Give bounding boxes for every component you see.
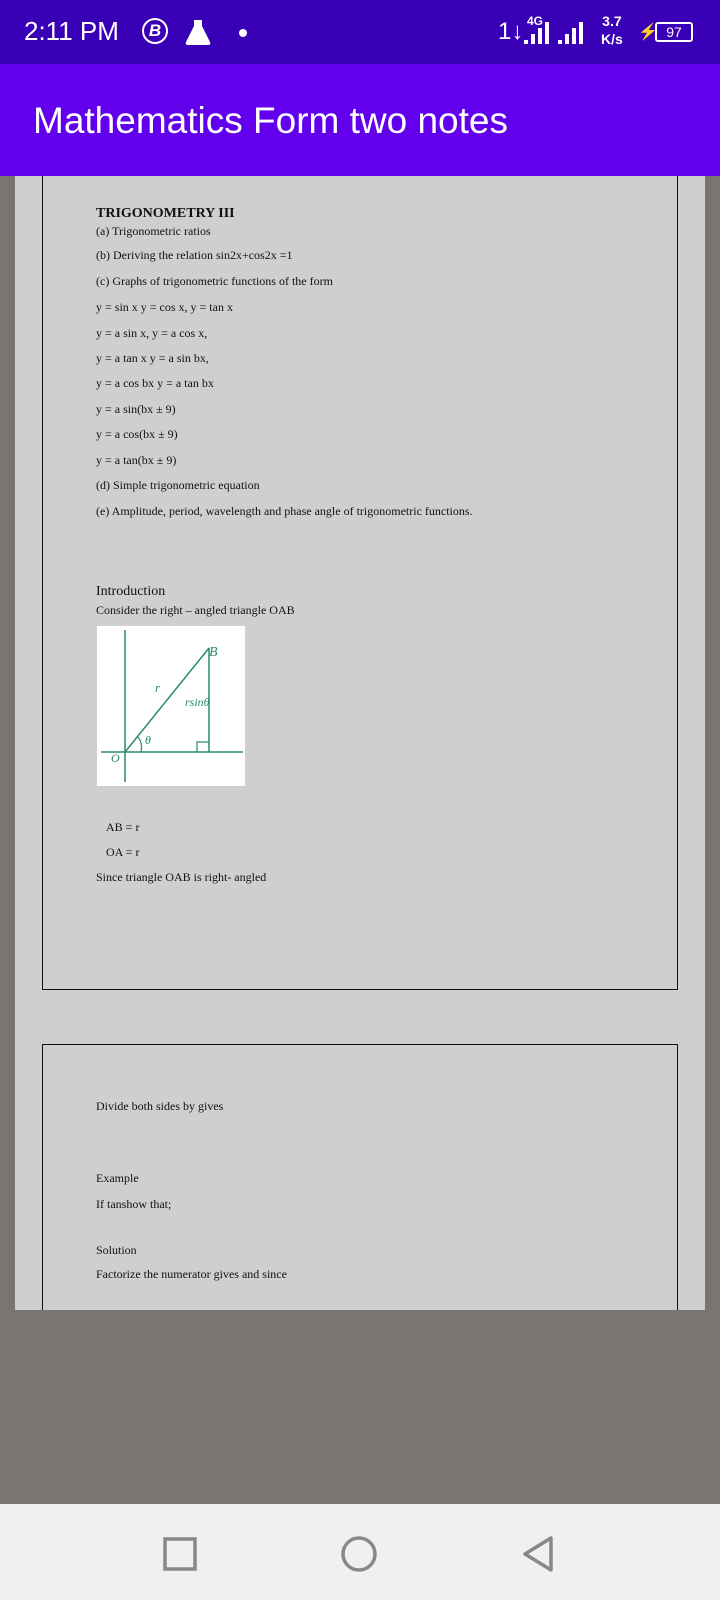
divide-line: Divide both sides by gives	[96, 1099, 224, 1113]
example-text: If tanshow that;	[96, 1197, 172, 1211]
status-time: 2:11 PM	[24, 16, 119, 46]
objective-line: (d) Simple trigonometric equation	[96, 478, 260, 492]
objective-line: (b) Deriving the relation sin2x+cos2x =1	[96, 248, 293, 262]
speed-value: 3.7	[602, 13, 622, 29]
label-b: B	[209, 645, 218, 660]
app-bar	[0, 64, 720, 176]
intro-line: Consider the right – angled triangle OAB	[96, 603, 295, 617]
solution-title: Solution	[96, 1243, 137, 1257]
charging-icon: ⚡	[638, 24, 658, 41]
example-title: Example	[96, 1171, 139, 1185]
back-triangle-icon[interactable]	[519, 1534, 559, 1574]
equation-oa: OA = r	[106, 845, 140, 859]
label-theta: θ	[145, 733, 151, 747]
label-rsin: rsinθ	[185, 695, 210, 709]
solution-text: Factorize the numerator gives and since	[96, 1267, 287, 1281]
status-bar	[0, 0, 720, 64]
home-circle-icon[interactable]	[339, 1534, 379, 1574]
navigation-bar	[0, 1504, 720, 1600]
data-arrows-icon: 1↓	[498, 18, 524, 45]
objective-line: y = a cos(bx ± 9)	[96, 427, 178, 441]
objective-line: (a) Trigonometric ratios	[96, 224, 211, 238]
section-heading: TRIGONOMETRY III	[96, 206, 235, 221]
triangle-diagram	[97, 626, 245, 786]
equation-ab: AB = r	[106, 820, 140, 834]
objective-line: y = sin x y = cos x, y = tan x	[96, 300, 233, 314]
document-page-1	[42, 176, 678, 990]
signal-icon	[520, 20, 594, 49]
speed-unit: K/s	[601, 31, 623, 47]
label-r: r	[155, 680, 161, 695]
battery-icon: 97	[655, 22, 693, 42]
objective-line: y = a sin(bx ± 9)	[96, 402, 176, 416]
network-speed	[601, 12, 623, 48]
notification-dot-icon	[239, 29, 247, 37]
objective-line: (e) Amplitude, period, wavelength and phase angle of trigonometric functions.	[96, 504, 473, 518]
objective-line: y = a cos bx y = a tan bx	[96, 376, 214, 390]
document-page-2	[42, 1044, 678, 1310]
objective-line: (c) Graphs of trigonometric functions of the form	[96, 274, 333, 288]
objective-line: y = a sin x, y = a cos x,	[96, 326, 208, 340]
since-line: Since triangle OAB is right- angled	[96, 870, 267, 884]
recents-square-icon[interactable]	[160, 1534, 200, 1574]
intro-title: Introduction	[96, 584, 166, 599]
b-badge-icon: B	[142, 18, 168, 44]
objective-line: y = a tan(bx ± 9)	[96, 453, 177, 467]
flask-icon	[184, 18, 212, 51]
label-o: O	[111, 751, 120, 765]
page-title: Mathematics Form two notes	[33, 100, 508, 141]
network-type: 4G	[527, 14, 544, 28]
objective-line: y = a tan x y = a sin bx,	[96, 351, 209, 365]
